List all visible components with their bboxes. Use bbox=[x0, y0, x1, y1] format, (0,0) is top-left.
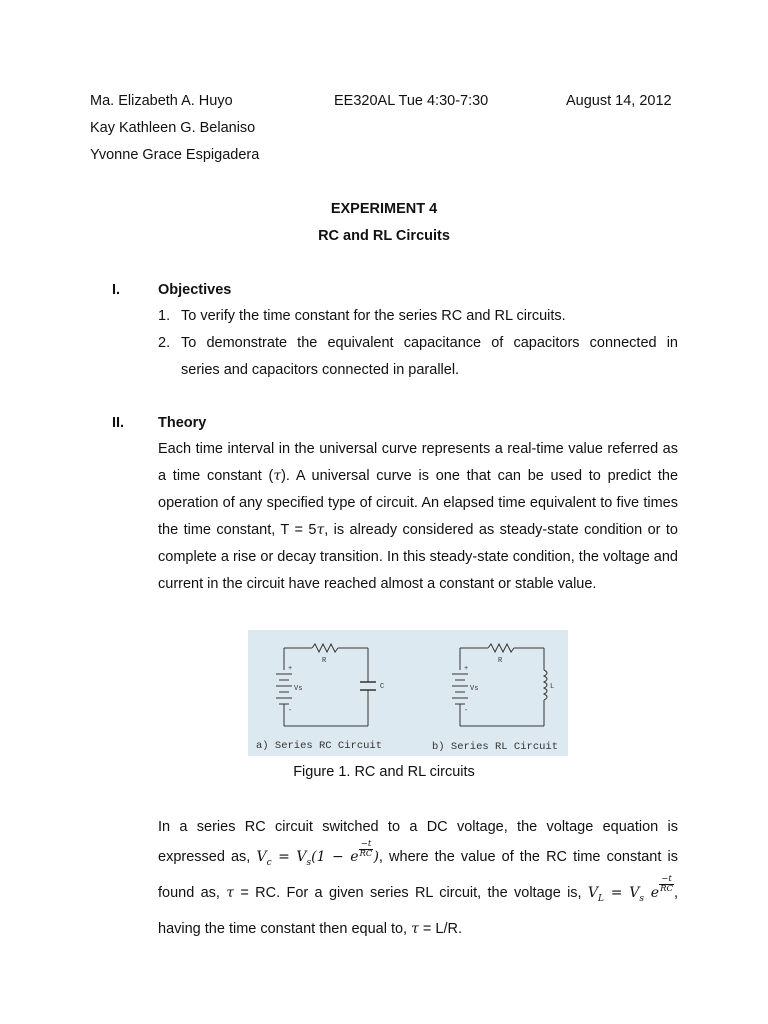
rl-plus: + bbox=[464, 665, 469, 673]
section-2-heading: Theory bbox=[158, 415, 207, 431]
rc-rl-paragraph bbox=[158, 812, 678, 944]
para2-text-3: = RC. For a given series RL circuit, the voltage is, bbox=[234, 884, 588, 901]
section-2-numeral: II. bbox=[112, 415, 125, 431]
tau-symbol-3: τ bbox=[226, 884, 235, 901]
objective-2-line-2: series and capacitors connected in parallel. bbox=[181, 362, 460, 378]
course-info: EE320AL Tue 4:30-7:30 bbox=[334, 93, 489, 109]
rl-subcaption: b) Series RL Circuit bbox=[432, 741, 559, 753]
author-2: Kay Kathleen G. Belaniso bbox=[90, 120, 256, 136]
figure-caption: Figure 1. RC and RL circuits bbox=[293, 764, 475, 780]
author-1: Ma. Elizabeth A. Huyo bbox=[90, 93, 233, 109]
section-1-numeral: I. bbox=[112, 282, 121, 298]
objective-1-text: To verify the time constant for the series RC and RL circuits. bbox=[181, 308, 566, 324]
objective-2-line-1: To demonstrate the equivalent capacitance of capacitors connected in bbox=[181, 335, 678, 351]
circuit-figure bbox=[248, 630, 568, 756]
rc-subcaption: a) Series RC Circuit bbox=[256, 740, 383, 752]
exponent-fraction-2: $\frac{-t}{RC}$ bbox=[660, 874, 673, 895]
theory-text-c: , is already considered as steady-state condition or to complete a rise or decay transition. In this steady-state condition, the voltage and current in the circuit have reached almost a constant or stable value. bbox=[158, 522, 678, 592]
rl-source-label: Vs bbox=[470, 685, 479, 693]
tau-symbol: τ bbox=[273, 468, 282, 484]
theory-text-a: Each time interval in the universal curve represents a real-time value referred as a time constant ( bbox=[158, 441, 678, 484]
rl-minus: - bbox=[464, 707, 469, 715]
exponent-fraction: $\frac{-t}{RC}$ bbox=[359, 838, 373, 859]
circuit-diagram bbox=[248, 630, 568, 756]
rc-resistor-label: R bbox=[322, 657, 327, 665]
theory-paragraph bbox=[158, 436, 678, 598]
objective-2-number: 2. bbox=[158, 335, 171, 351]
para2-text-5: = L/R. bbox=[418, 920, 462, 937]
report-date: August 14, 2012 bbox=[566, 93, 672, 109]
rl-inductor-label: L bbox=[550, 683, 555, 691]
experiment-number: EXPERIMENT 4 bbox=[330, 201, 438, 217]
rc-source-label: Vs bbox=[294, 685, 303, 693]
rc-capacitor-label: C bbox=[380, 683, 385, 691]
rc-voltage-equation: $V_c = V_s(1 - e$ $\frac{-t}{RC}$ ) bbox=[256, 838, 379, 868]
para2-text-1: In a series RC circuit switched to a DC voltage, the voltage equation is expressed as, bbox=[158, 819, 678, 865]
rc-minus: - bbox=[288, 707, 293, 715]
rc-plus: + bbox=[288, 665, 293, 673]
section-1-heading: Objectives bbox=[158, 282, 232, 298]
theory-text-b: ). A universal curve is one that can be used to predict the operation of any specified type of circuit. An elapsed time equivalent to five times the time constant, T = 5 bbox=[158, 468, 679, 538]
rl-voltage-equation: $V_L = V_s$ e $\frac{-t}{RC}$ bbox=[587, 874, 673, 904]
para2-text-4: , having the time constant then equal to, bbox=[158, 884, 678, 937]
experiment-title: RC and RL Circuits bbox=[318, 228, 450, 244]
tau-symbol-2: τ bbox=[316, 522, 325, 538]
para2-text-2: , where the value of the RC time constant is found as, bbox=[158, 849, 678, 901]
author-3: Yvonne Grace Espigadera bbox=[90, 147, 260, 163]
rl-resistor-label: R bbox=[498, 657, 503, 665]
tau-symbol-4: τ bbox=[411, 920, 419, 937]
objective-1-number: 1. bbox=[158, 308, 171, 324]
